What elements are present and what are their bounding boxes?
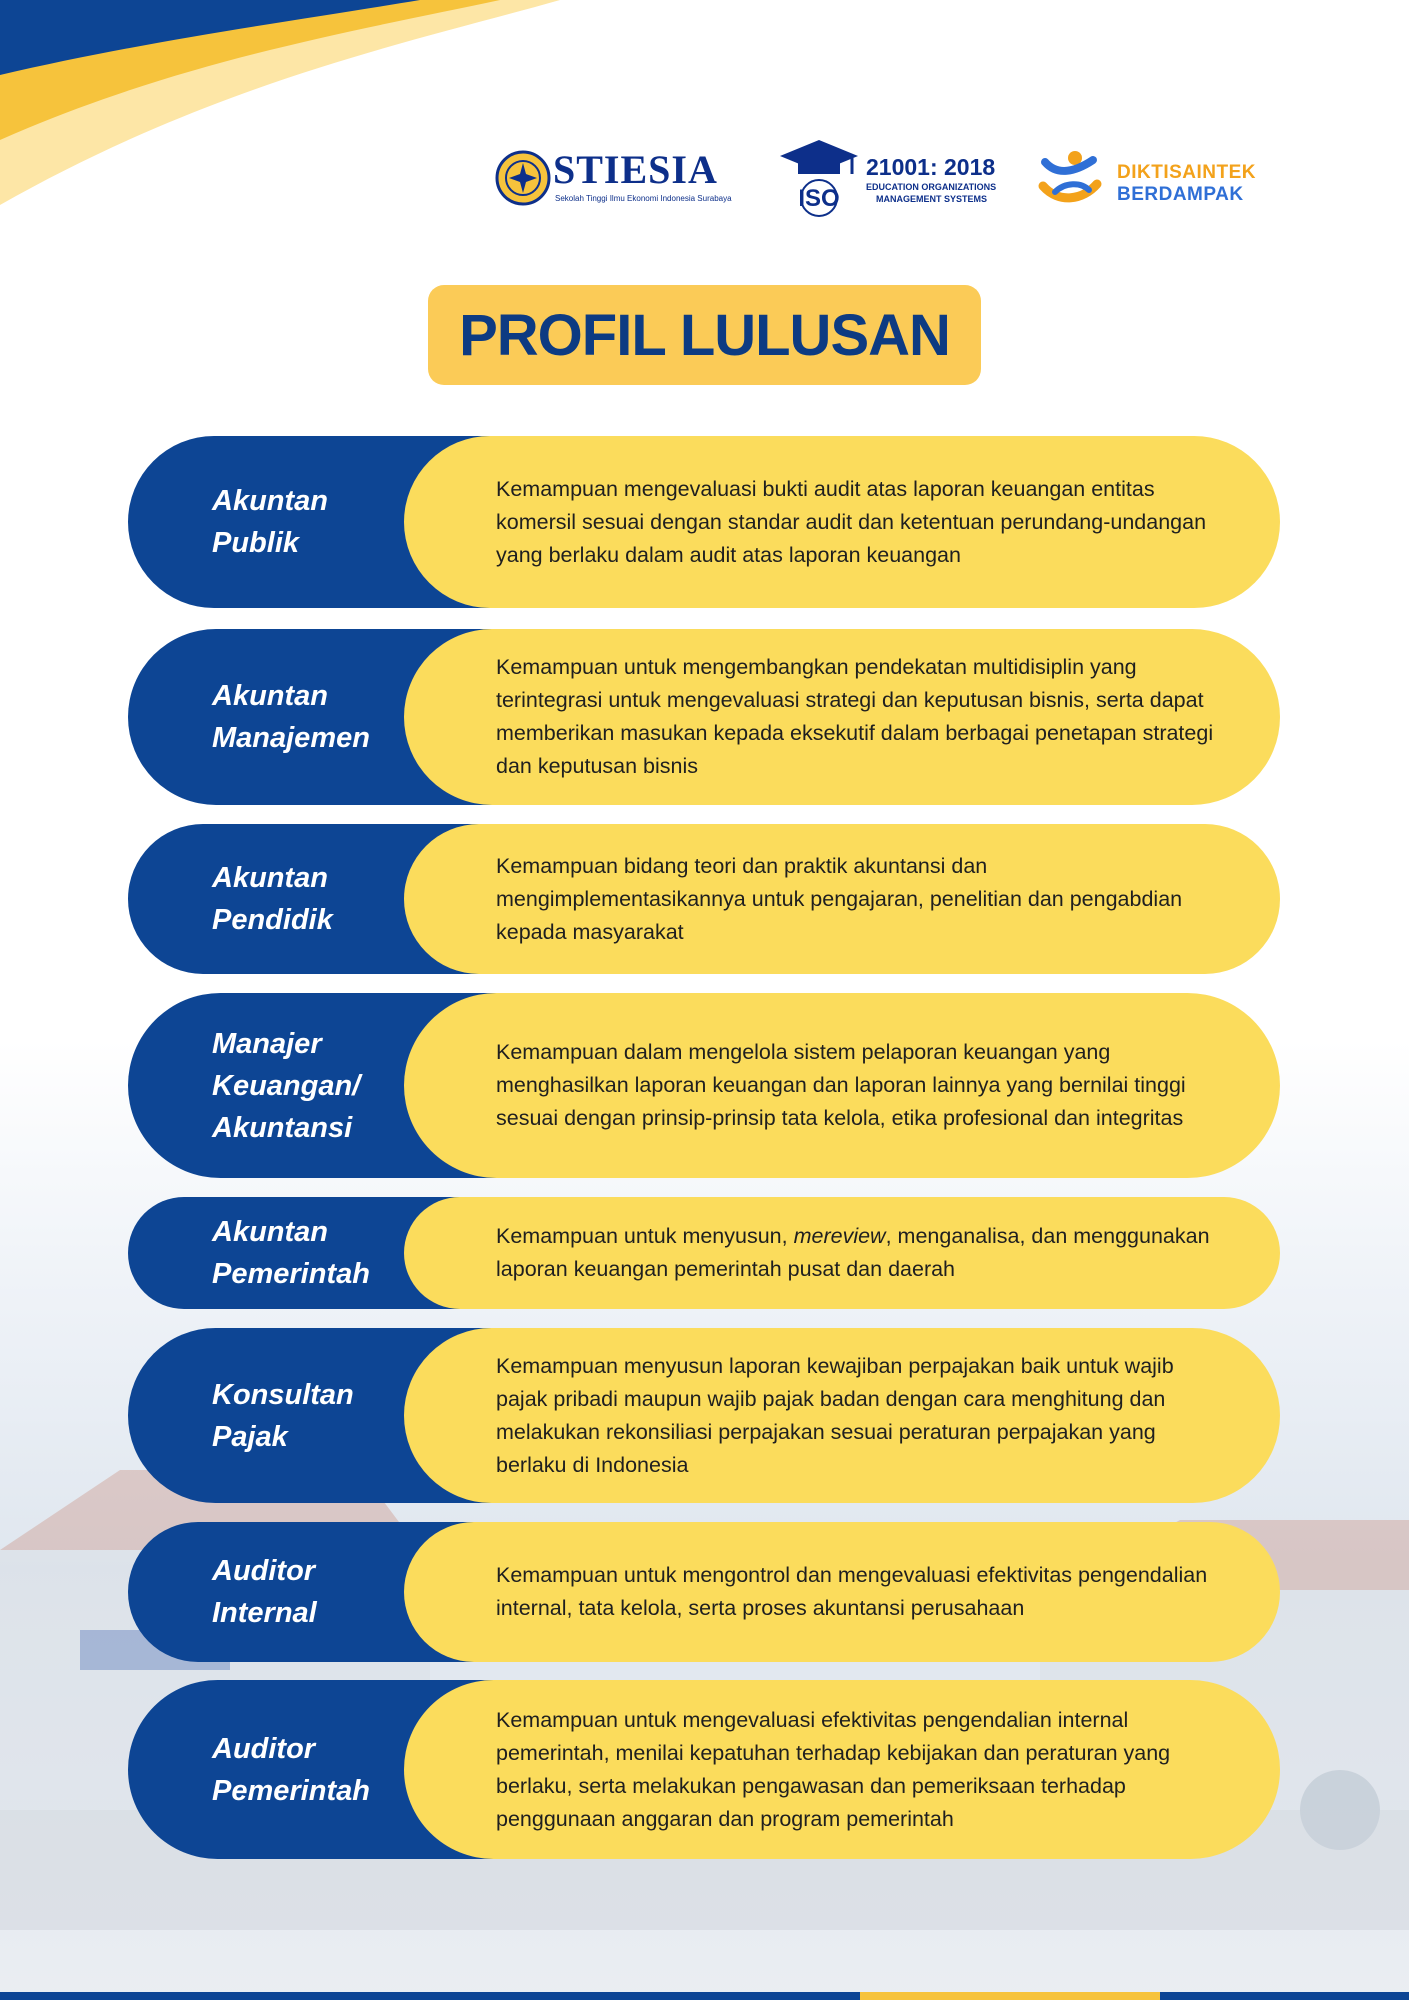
dikti-line-1: DIKTISAINTEK [1117, 162, 1256, 183]
profile-row-akuntan-publik [128, 436, 1280, 608]
description-pre: Kemampuan untuk menyusun, [496, 1224, 794, 1248]
role-description: Kemampuan untuk mengontrol dan mengevaluasi efektivitas pengendalian internal, tata kelola, serta proses akuntansi perusahaan [496, 1563, 1208, 1620]
stiesia-name: STIESIA [553, 147, 718, 192]
bottom-bar [0, 1992, 1409, 2000]
role-label: Konsultan Pajak [212, 1378, 354, 1453]
role-label: Akuntan Pemerintah [212, 1216, 370, 1290]
profile-row-manajer-keuangan [128, 993, 1280, 1178]
dikti-line-2: BERDAMPAK [1117, 184, 1244, 205]
page-title: PROFIL LULUSAN [459, 302, 950, 368]
iso-standard: 21001: 2018 [866, 154, 996, 180]
diktisaintek-emblem-icon [1035, 142, 1105, 212]
title-banner [428, 285, 981, 385]
profile-row-akuntan-pendidik [128, 824, 1280, 974]
stiesia-logo [495, 146, 765, 212]
description-post: , menganalisa, dan menggunakan laporan keuangan pemerintah pusat dan daerah [496, 1224, 1210, 1281]
role-description: Kemampuan mengevaluasi bukti audit atas laporan keuangan entitas komersil sesuai dengan standar audit dan ketentuan perundang-undangan yang berlaku dalam audit atas laporan keuangan [496, 476, 1207, 567]
profile-row-auditor-internal [128, 1522, 1280, 1662]
profile-row-akuntan-pemerintah [128, 1197, 1280, 1309]
iso-logo [778, 138, 1008, 218]
role-description: Kemampuan menyusun laporan kewajiban perpajakan baik untuk wajib pajak pribadi maupun wajib pajak badan dengan cara menghitung dan melakukan rekonsiliasi perpajakan sesuai peraturan perpajakan yang berlaku di Indonesia [496, 1353, 1174, 1477]
role-description [496, 1197, 1216, 1309]
role-description: Kemampuan dalam mengelola sistem pelaporan keuangan yang menghasilkan laporan keuangan dan laporan lainnya yang bernilai tinggi sesuai dengan prinsip-prinsip tata kelola, etika profesional dan integritas [496, 1040, 1186, 1130]
stiesia-subtitle: Sekolah Tinggi Ilmu Ekonomi Indonesia Surabaya [555, 194, 732, 203]
corner-swoosh-decoration [0, 0, 560, 220]
iso-mark: ISO [798, 185, 840, 212]
role-label: Auditor Pemerintah [212, 1732, 370, 1807]
bottom-accent [860, 1992, 1160, 2000]
iso-graduation-cap-icon [778, 138, 860, 218]
description-italic: mereview [793, 1224, 886, 1248]
role-label: Akuntan Pendidik [212, 862, 333, 936]
diktisaintek-logo [1035, 142, 1275, 214]
iso-line-1: EDUCATION ORGANIZATIONS [866, 182, 997, 192]
role-description: Kemampuan bidang teori dan praktik akuntansi dan mengimplementasikannya untuk pengajaran, penelitian dan pengabdian kepada masyarakat [496, 853, 1183, 944]
role-label: Auditor Internal [212, 1555, 317, 1629]
role-description: Kemampuan untuk mengembangkan pendekatan multidisiplin yang terintegrasi untuk mengevaluasi strategi dan keputusan bisnis, serta dapat memberikan masukan kepada eksekutif dalam berbagai penetapan strategi dan keputusan bisnis [496, 655, 1214, 778]
role-label: Manajer Keuangan/ Akuntansi [212, 1027, 361, 1144]
iso-line-2: MANAGEMENT SYSTEMS [876, 194, 988, 204]
profile-row-konsultan-pajak [128, 1328, 1280, 1503]
header-logos [495, 138, 1275, 218]
stiesia-emblem-icon [495, 150, 551, 206]
role-label: Akuntan Manajemen [212, 680, 370, 754]
profile-row-auditor-pemerintah [128, 1680, 1280, 1859]
role-description: Kemampuan untuk mengevaluasi efektivitas pengendalian internal pemerintah, menilai kepatuhan terhadap kebijakan dan peraturan yang berlaku, serta melakukan pengawasan dan pemeriksaan terhadap penggunaan anggaran dan program pemerintah [496, 1707, 1171, 1831]
profile-row-akuntan-manajemen [128, 629, 1280, 805]
role-label: Akuntan Publik [212, 485, 328, 559]
